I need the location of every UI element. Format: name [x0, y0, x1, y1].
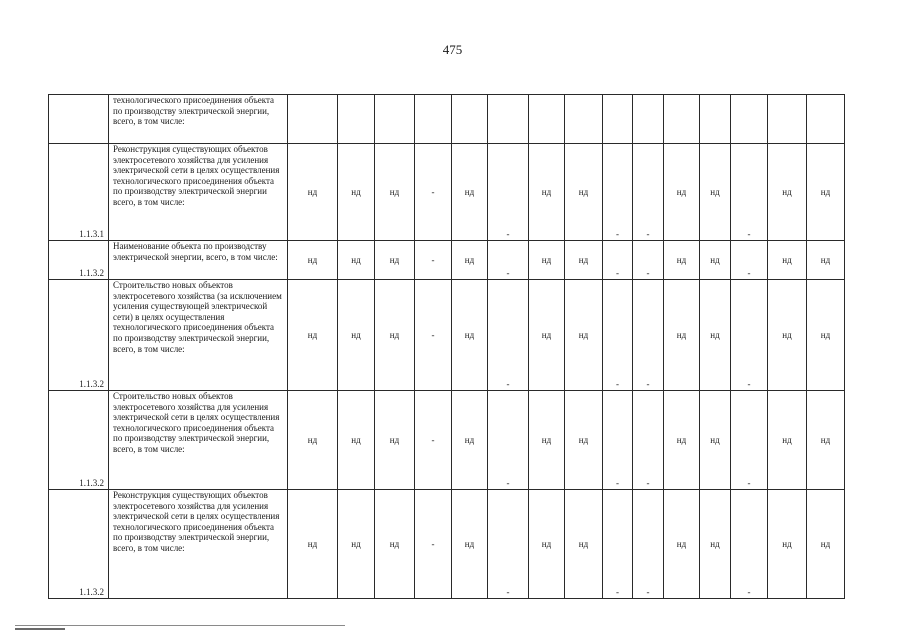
value-cell — [288, 95, 338, 144]
value-cell — [768, 490, 807, 599]
cell-bottom-mark: - — [506, 587, 510, 597]
value-cell — [452, 241, 488, 280]
value-cell — [731, 241, 768, 280]
cell-value: - — [431, 434, 435, 445]
value-cell — [452, 144, 488, 241]
value-cell — [452, 391, 488, 490]
cell-value: нд — [782, 186, 792, 197]
row-name: Наименование объекта по производству электрической энергии, всего, в том числе: — [109, 241, 288, 280]
cell-bottom-mark: - — [747, 379, 751, 389]
value-cell — [700, 144, 731, 241]
row-code: 1.1.3.1 — [49, 144, 109, 241]
cell-value: нд — [389, 329, 400, 340]
value-cell — [415, 280, 452, 391]
footer-rule — [15, 625, 345, 626]
cell-bottom-mark: - — [747, 587, 751, 597]
table-body — [49, 95, 845, 599]
cell-bottom-mark: - — [646, 587, 650, 597]
value-cell — [375, 490, 415, 599]
row-code: 1.1.3.2 — [49, 391, 109, 490]
value-cell — [488, 280, 529, 391]
value-cell — [375, 95, 415, 144]
cell-value: нд — [541, 538, 552, 549]
value-cell — [603, 391, 633, 490]
value-cell — [807, 144, 845, 241]
cell-value: - — [431, 254, 435, 265]
value-cell — [731, 391, 768, 490]
cell-value: нд — [676, 434, 687, 445]
value-cell — [338, 391, 375, 490]
cell-value: нд — [782, 538, 792, 549]
value-cell — [603, 241, 633, 280]
cell-value: нд — [464, 538, 475, 549]
value-cell — [452, 490, 488, 599]
value-cell — [768, 280, 807, 391]
cell-value: нд — [782, 434, 792, 445]
value-cell — [603, 280, 633, 391]
cell-value: нд — [820, 186, 831, 197]
value-cell — [338, 144, 375, 241]
cell-value: нд — [307, 538, 318, 549]
cell-value: нд — [464, 254, 475, 265]
cell-value: нд — [710, 329, 720, 340]
value-cell — [731, 95, 768, 144]
value-cell — [288, 144, 338, 241]
table-row — [49, 95, 845, 144]
cell-value: нд — [578, 538, 589, 549]
value-cell — [633, 391, 664, 490]
value-cell — [664, 144, 700, 241]
cell-value: нд — [307, 254, 318, 265]
cell-value: нд — [676, 254, 687, 265]
cell-bottom-mark: - — [506, 268, 510, 278]
table-row — [49, 280, 845, 391]
cell-value: нд — [541, 254, 552, 265]
value-cell — [565, 280, 603, 391]
value-cell — [807, 241, 845, 280]
cell-value: нд — [578, 254, 589, 265]
cell-value: нд — [351, 186, 361, 197]
cell-bottom-mark: - — [646, 268, 650, 278]
value-cell — [529, 391, 565, 490]
value-cell — [768, 95, 807, 144]
cell-bottom-mark: - — [506, 229, 510, 239]
cell-value: нд — [389, 538, 400, 549]
cell-value: нд — [307, 434, 318, 445]
value-cell — [807, 280, 845, 391]
value-cell — [731, 144, 768, 241]
row-code: 1.1.3.2 — [49, 241, 109, 280]
value-cell — [664, 490, 700, 599]
value-cell — [415, 241, 452, 280]
cell-value: нд — [782, 254, 792, 265]
value-cell — [415, 144, 452, 241]
value-cell — [415, 391, 452, 490]
value-cell — [338, 95, 375, 144]
cell-value: нд — [541, 434, 552, 445]
cell-bottom-mark: - — [616, 268, 619, 278]
value-cell — [700, 490, 731, 599]
value-cell — [288, 391, 338, 490]
value-cell — [603, 144, 633, 241]
value-cell — [375, 144, 415, 241]
value-cell — [807, 95, 845, 144]
value-cell — [288, 280, 338, 391]
value-cell — [288, 490, 338, 599]
row-name: Реконструкция существующих объектов электросетевого хозяйства для усиления электрической сети в целях осуществления технологического присоединения объекта по производству электрической энергии всего, в том числе: — [109, 144, 288, 241]
cell-value: нд — [541, 329, 552, 340]
table-row — [49, 391, 845, 490]
footer-rule-short — [15, 628, 65, 630]
page-number: 475 — [442, 42, 463, 57]
row-code: 1.1.3.2 — [49, 490, 109, 599]
cell-value: нд — [578, 186, 589, 197]
value-cell — [603, 490, 633, 599]
table-row — [49, 241, 845, 280]
cell-value: нд — [464, 434, 475, 445]
cell-bottom-mark: - — [646, 229, 650, 239]
cell-value: нд — [307, 329, 318, 340]
cell-value: нд — [710, 538, 720, 549]
value-cell — [529, 490, 565, 599]
row-name: технологического присоединения объекта по производству электрической энергии, всего, в том числе: — [109, 95, 288, 144]
row-code: 1.1.3.2 — [49, 280, 109, 391]
cell-value: нд — [710, 186, 720, 197]
cell-value: нд — [351, 538, 361, 549]
cell-value: нд — [676, 329, 687, 340]
value-cell — [700, 391, 731, 490]
value-cell — [603, 95, 633, 144]
value-cell — [633, 241, 664, 280]
value-cell — [768, 241, 807, 280]
value-cell — [375, 241, 415, 280]
value-cell — [375, 280, 415, 391]
value-cell — [807, 391, 845, 490]
data-table — [48, 94, 845, 599]
cell-value: нд — [389, 186, 400, 197]
cell-value: нд — [820, 254, 831, 265]
cell-value: нд — [820, 434, 831, 445]
cell-value: нд — [578, 329, 589, 340]
cell-value: нд — [820, 329, 831, 340]
value-cell — [664, 280, 700, 391]
value-cell — [288, 241, 338, 280]
cell-value: нд — [676, 186, 687, 197]
cell-bottom-mark: - — [646, 478, 650, 488]
cell-bottom-mark: - — [747, 478, 751, 488]
value-cell — [529, 280, 565, 391]
value-cell — [700, 280, 731, 391]
row-code — [49, 95, 109, 144]
cell-bottom-mark: - — [506, 379, 510, 389]
value-cell — [700, 95, 731, 144]
cell-bottom-mark: - — [747, 229, 751, 239]
value-cell — [565, 95, 603, 144]
cell-value: - — [431, 538, 435, 549]
value-cell — [565, 490, 603, 599]
value-cell — [338, 280, 375, 391]
value-cell — [664, 391, 700, 490]
value-cell — [452, 95, 488, 144]
cell-value: нд — [578, 434, 589, 445]
value-cell — [700, 241, 731, 280]
cell-value: нд — [541, 186, 552, 197]
cell-bottom-mark: - — [506, 478, 510, 488]
value-cell — [488, 241, 529, 280]
cell-bottom-mark: - — [616, 229, 619, 239]
value-cell — [375, 391, 415, 490]
cell-bottom-mark: - — [646, 379, 650, 389]
cell-value: нд — [676, 538, 687, 549]
row-name: Реконструкция существующих объектов электросетевого хозяйства для усиления электрической сети в целях осуществления технологического присоединения объекта по производству электрической энергии, всего, в том числе: — [109, 490, 288, 599]
cell-bottom-mark: - — [747, 268, 751, 278]
cell-bottom-mark: - — [616, 379, 619, 389]
value-cell — [768, 391, 807, 490]
cell-value: нд — [307, 186, 318, 197]
cell-value: нд — [389, 254, 400, 265]
cell-bottom-mark: - — [616, 587, 619, 597]
cell-value: - — [431, 186, 435, 197]
value-cell — [664, 95, 700, 144]
value-cell — [633, 280, 664, 391]
value-cell — [488, 95, 529, 144]
value-cell — [565, 391, 603, 490]
value-cell — [565, 144, 603, 241]
value-cell — [633, 95, 664, 144]
value-cell — [529, 95, 565, 144]
value-cell — [415, 490, 452, 599]
value-cell — [633, 144, 664, 241]
value-cell — [529, 144, 565, 241]
cell-value: нд — [782, 329, 792, 340]
value-cell — [452, 280, 488, 391]
value-cell — [768, 144, 807, 241]
value-cell — [488, 391, 529, 490]
cell-bottom-mark: - — [616, 478, 619, 488]
row-name: Строительство новых объектов электросетевого хозяйства для усиления электрической сети в целях осуществления технологического присоединения объекта по производству электрической энергии, всего, в том числе: — [109, 391, 288, 490]
cell-value: - — [431, 329, 435, 340]
table-row — [49, 144, 845, 241]
value-cell — [415, 95, 452, 144]
value-cell — [338, 490, 375, 599]
value-cell — [488, 490, 529, 599]
table-row — [49, 490, 845, 599]
cell-value: нд — [820, 538, 831, 549]
value-cell — [338, 241, 375, 280]
value-cell — [488, 144, 529, 241]
value-cell — [664, 241, 700, 280]
cell-value: нд — [351, 434, 361, 445]
value-cell — [565, 241, 603, 280]
cell-value: нд — [710, 254, 720, 265]
cell-value: нд — [710, 434, 720, 445]
row-name: Строительство новых объектов электросетевого хозяйства (за исключением усиления существующей электрической сети) в целях осуществления технологического присоединения объекта по производству электрической энергии, всего, в том числе: — [109, 280, 288, 391]
value-cell — [731, 490, 768, 599]
value-cell — [633, 490, 664, 599]
cell-value: нд — [464, 329, 475, 340]
value-cell — [807, 490, 845, 599]
value-cell — [529, 241, 565, 280]
value-cell — [731, 280, 768, 391]
cell-value: нд — [389, 434, 400, 445]
cell-value: нд — [351, 329, 361, 340]
cell-value: нд — [464, 186, 475, 197]
cell-value: нд — [351, 254, 361, 265]
